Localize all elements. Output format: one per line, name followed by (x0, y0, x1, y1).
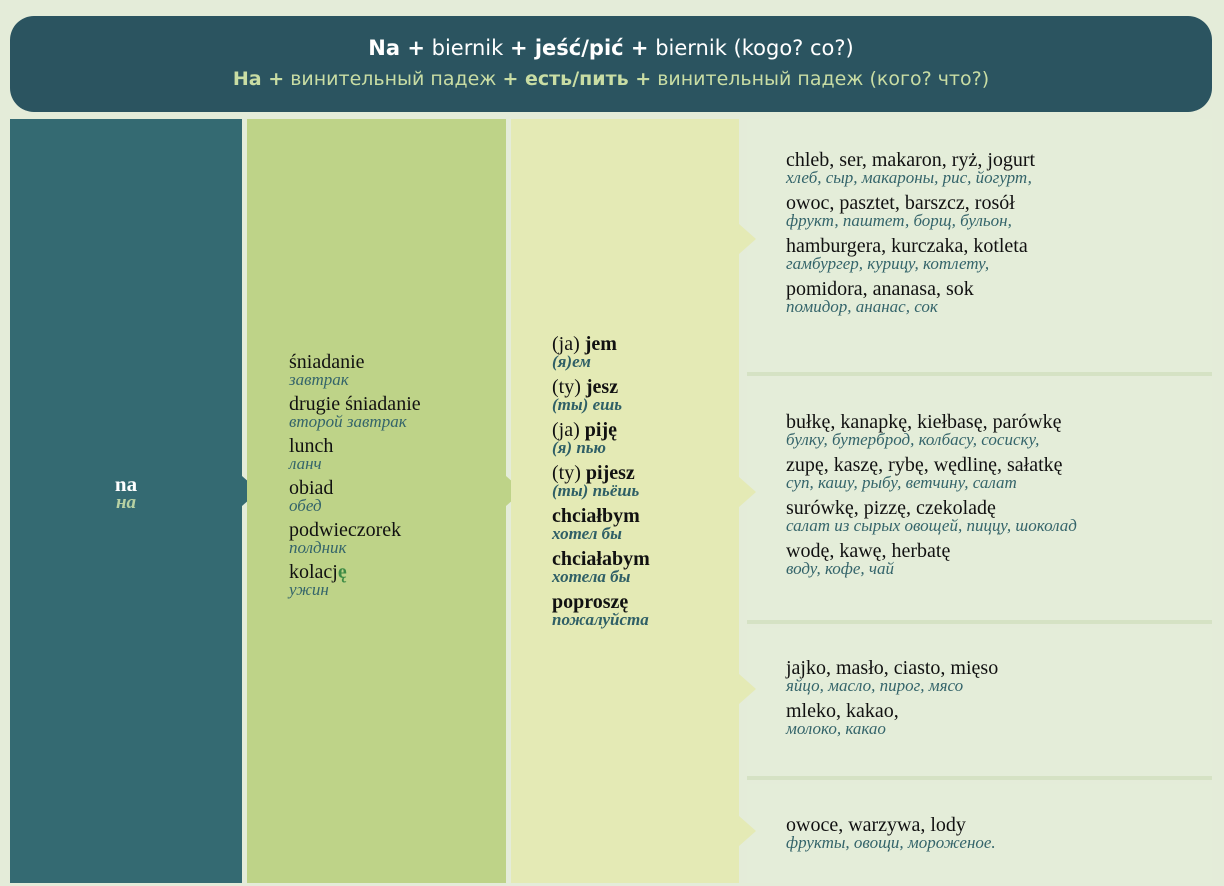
food-pl: chleb, ser, makaron, ryż, jogurt (786, 149, 1036, 171)
verb-form: poproszę (552, 591, 629, 613)
preposition (10, 474, 242, 512)
food-pl: jajko, masło, ciasto, mięso (786, 657, 999, 679)
meal-ru: ужин (289, 580, 329, 599)
meal-ru: ланч (289, 454, 322, 473)
title-ru-verbs: + есть/пить + (502, 68, 652, 90)
verb-pl (552, 463, 650, 483)
food-ru: молоко, какао (786, 719, 886, 738)
verb-item (552, 420, 650, 456)
food-item (786, 150, 1035, 186)
food-ru: булку, бутерброд, колбасу, сосиску, (786, 430, 1040, 449)
verb-form: chciałabym (552, 548, 650, 570)
title-biernik-2: biernik (kogo? co?) (655, 36, 854, 60)
title-russian (10, 68, 1212, 90)
food-pl: pomidora, ananasa, sok (786, 278, 974, 300)
verb-pl (552, 420, 650, 440)
verb-ru: (ты) ешь (552, 395, 623, 414)
verb-item (552, 506, 650, 542)
verb-ru: (ты) пьёшь (552, 481, 640, 500)
food-ru: фрукт, паштет, борщ, бульон, (786, 211, 1012, 230)
arrow-right-icon (739, 674, 756, 704)
food-pl: owoce, warzywa, lody (786, 814, 966, 836)
verbs-list (552, 334, 650, 635)
food-ru: хлеб, сыр, макароны, рис, йогурт, (786, 168, 1032, 187)
meal-item (289, 436, 421, 472)
meal-pl: lunch (289, 435, 334, 457)
meal-item (289, 394, 421, 430)
food-ru: гамбургер, курицу, котлету, (786, 254, 990, 273)
verb-pl (552, 334, 650, 354)
meal-ending: ę (337, 561, 347, 583)
title-ru-na: На + (232, 68, 285, 90)
food-pl: owoc, pasztet, barszcz, rosół (786, 192, 1015, 214)
food-pl: surówkę, pizzę, czekoladę (786, 497, 996, 519)
meal-ru: обед (289, 496, 322, 515)
food-ru: фрукты, овощи, мороженое. (786, 833, 996, 852)
food-pl: wodę, kawę, herbatę (786, 540, 951, 562)
food-item (786, 193, 1035, 229)
meal-ru: завтрак (289, 370, 349, 389)
food-item (786, 815, 996, 851)
verb-item (552, 334, 650, 370)
meal-ru: второй завтрак (289, 412, 407, 431)
food-item (786, 701, 998, 737)
food-item (786, 279, 1035, 315)
verb-form: chciałbym (552, 505, 640, 527)
title-ru-case-1: винительный падеж (290, 68, 497, 90)
food-ru: салат из сырых овощей, пиццу, шоколад (786, 516, 1077, 535)
food-pl: bułkę, kanapkę, kiełbasę, parówkę (786, 411, 1062, 433)
verb-pronoun: (ja) (552, 333, 585, 355)
food-list-4 (786, 815, 996, 858)
food-item (786, 541, 1077, 577)
title-banner (10, 16, 1212, 112)
meals-list (289, 352, 421, 604)
food-ru: помидор, ананас, сок (786, 297, 938, 316)
title-verbs: + jeść/pić + (509, 36, 649, 60)
meal-pl: drugie śniadanie (289, 393, 421, 415)
verb-form: pijesz (585, 462, 635, 484)
food-list-3 (786, 658, 998, 744)
verb-pronoun: (ja) (552, 419, 585, 441)
verb-ru: (я)ем (552, 352, 591, 371)
food-pl: hamburgera, kurczaka, kotleta (786, 235, 1028, 257)
meal-item (289, 478, 421, 514)
verb-item (552, 592, 650, 628)
verb-pronoun: (ty) (552, 376, 586, 398)
verb-ru: хотела бы (552, 567, 631, 586)
food-item (786, 412, 1077, 448)
arrow-right-icon (739, 224, 756, 254)
verb-form: piję (584, 419, 617, 441)
food-ru: яйцо, масло, пирог, мясо (786, 676, 964, 695)
verb-pronoun: (ty) (552, 462, 586, 484)
food-item (786, 236, 1035, 272)
food-item (786, 658, 998, 694)
arrow-right-icon (739, 477, 756, 507)
verb-pl (552, 377, 650, 397)
meal-ru: полдник (289, 538, 347, 557)
preposition-ru: на (115, 492, 137, 513)
verb-item (552, 463, 650, 499)
food-item (786, 455, 1077, 491)
title-polish (10, 36, 1212, 60)
meal-item (289, 562, 421, 598)
food-list-1 (786, 150, 1035, 322)
meal-item (289, 352, 421, 388)
meal-pl: obiad (289, 477, 334, 499)
food-pl: zupę, kaszę, rybę, wędlinę, sałatkę (786, 454, 1063, 476)
verb-ru: хотел бы (552, 524, 622, 543)
verb-item (552, 549, 650, 585)
title-na: Na + (368, 36, 425, 60)
meal-item (289, 520, 421, 556)
food-ru: воду, кофе, чай (786, 559, 895, 578)
meal-pl: śniadanie (289, 351, 365, 373)
meal-pl: podwieczorek (289, 519, 402, 541)
meal-pl (289, 562, 421, 582)
title-biernik-1: biernik (431, 36, 504, 60)
preposition-pl: na (114, 472, 138, 496)
verb-ru: (я) пью (552, 438, 606, 457)
food-list-2 (786, 412, 1077, 584)
food-pl: mleko, kakao, (786, 700, 899, 722)
meal-stem: kolacj (289, 561, 338, 583)
arrow-right-icon (739, 816, 756, 846)
verb-form: jesz (585, 376, 619, 398)
verb-ru: пожалуйста (552, 610, 649, 629)
food-item (786, 498, 1077, 534)
verb-item (552, 377, 650, 413)
food-ru: суп, кашу, рыбу, ветчину, салат (786, 473, 1017, 492)
title-ru-case-2: винительный падеж (кого? что?) (657, 68, 990, 90)
verb-form: jem (584, 333, 617, 355)
